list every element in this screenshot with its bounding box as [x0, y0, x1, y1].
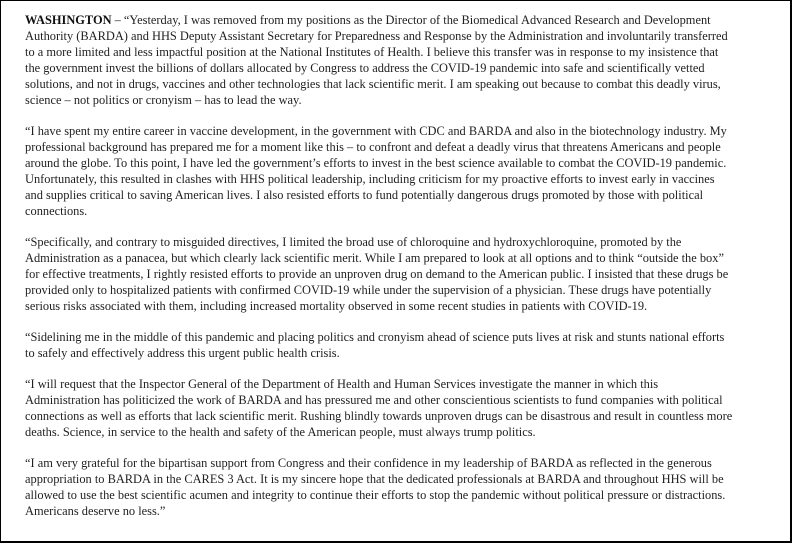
text-line: [25, 12, 776, 28]
text-line: serious risks associated with them, including increased mortality observed in some recent studies in patients with COVID-19.: [25, 299, 648, 313]
text-line: “I am very grateful for the bipartisan support from Congress and their confidence in my leadership of BARDA as reflected in the generous: [25, 456, 712, 470]
text-line: connections as well as efforts that lack scientific merit. Rushing blindly towards unproven drugs can be disastrous and result in countless more: [25, 409, 733, 423]
paragraph-4: [25, 329, 776, 361]
text-line: to a more limited and less impactful position at the National Institutes of Health. I believe this transfer was in response to my insistence that: [25, 45, 719, 59]
text-line: “I have spent my entire career in vaccine development, in the government with CDC and BARDA and also in the biotechnology industry. My: [25, 124, 727, 138]
text-line: around the globe. To this point, I have led the government’s efforts to invest in the best science available to combat the COVID-19 pandemic.: [25, 156, 727, 170]
paragraph-2: [25, 123, 776, 219]
text-line: “I will request that the Inspector General of the Department of Health and Human Services investigate the manner in which this: [25, 377, 659, 391]
text-line: “Sidelining me in the middle of this pandemic and placing politics and cronyism ahead of science puts lives at risk and stunts national efforts: [25, 330, 725, 344]
text-line: professional background has prepared me for a moment like this – to confront and defeat a deadly virus that threatens Americans and people: [25, 140, 721, 154]
paragraph-5: [25, 376, 776, 440]
text-line: the government invest the billions of dollars allocated by Congress to address the COVID-19 pandemic into safe and scientifically vetted: [25, 61, 705, 75]
paragraph-1: [25, 12, 776, 108]
text-line: Authority (BARDA) and HHS Deputy Assistant Secretary for Preparedness and Response by the Administration and involuntarily transferred: [25, 29, 728, 43]
text-line: solutions, and not in drugs, vaccines and other technologies that lack scientific merit. I am speaking out because to combat this deadly virus,: [25, 77, 721, 91]
text-line: science – not politics or cronyism – has to lead the way.: [25, 93, 302, 107]
paragraph-3: [25, 234, 776, 314]
text-line: deaths. Science, in service to the health and safety of the American people, must always trump politics.: [25, 425, 536, 439]
text-line: to safely and effectively address this urgent public health crisis.: [25, 346, 340, 360]
text-line: allowed to use the best scientific acumen and integrity to continue their efforts to stop the pandemic without political pressure or distractions.: [25, 488, 726, 502]
text-line-fragment: – “Yesterday, I was removed from my positions as the Director of the Biomedical Advanced Research and Development: [111, 13, 711, 27]
dateline: WASHINGTON: [25, 13, 112, 27]
text-line: Unfortunately, this resulted in clashes with HHS political leadership, including criticism for my proactive efforts to invest early in vaccines: [25, 172, 715, 186]
text-line: Americans deserve no less.”: [25, 504, 166, 518]
text-line: Administration as a panacea, but which clearly lack scientific merit. While I am prepared to look at all options and to think “outside the box”: [25, 251, 724, 265]
text-line: for effective treatments, I rightly resisted efforts to provide an unproven drug on demand to the American public. I insisted that these drugs be: [25, 267, 729, 281]
text-line: Administration has politicized the work of BARDA and has pressured me and other conscientious scientists to fund companies with political: [25, 393, 723, 407]
text-line: appropriation to BARDA in the CARES 3 Act. It is my sincere hope that the dedicated professionals at BARDA and throughout HHS will be: [25, 472, 724, 486]
text-line: provided only to hospitalized patients with confirmed COVID-19 while under the supervision of a physician. These drugs have potentially: [25, 283, 712, 297]
paragraph-6: [25, 455, 776, 519]
text-line: connections.: [25, 204, 88, 218]
text-line: and supplies critical to saving American lives. I also resisted efforts to fund potentially dangerous drugs promoted by those with political: [25, 188, 704, 202]
text-line: “Specifically, and contrary to misguided directives, I limited the broad use of chloroquine and hydroxychloroquine, promoted by the: [25, 235, 682, 249]
